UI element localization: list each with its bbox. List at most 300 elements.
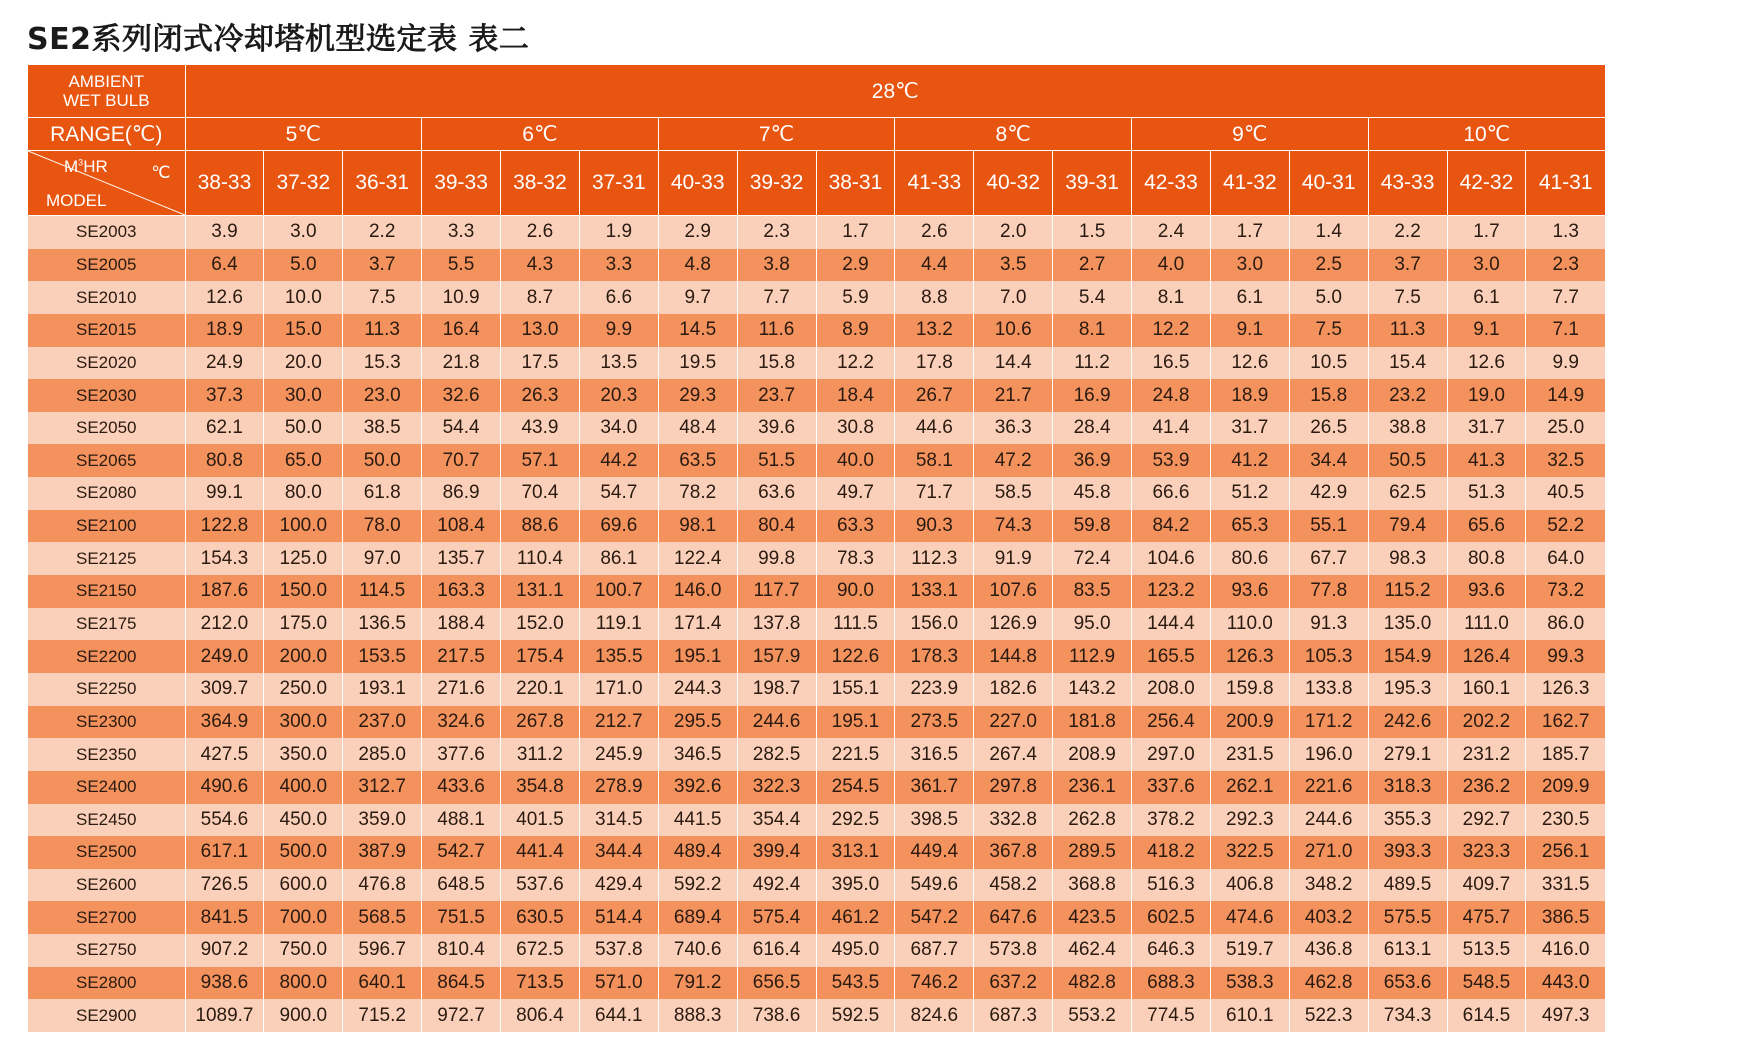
flow-value-cell: 449.4: [895, 836, 974, 869]
model-cell: SE2750: [28, 934, 185, 967]
flow-value-cell: 55.1: [1289, 510, 1368, 543]
page-title: SE2系列闭式冷却塔机型选定表 表二: [27, 22, 530, 57]
flow-value-cell: 653.6: [1368, 967, 1447, 1000]
flow-value-cell: 20.3: [579, 379, 658, 412]
table-row: [28, 869, 1605, 902]
flow-value-cell: 6.1: [1210, 281, 1289, 314]
flow-value-cell: 392.6: [658, 771, 737, 804]
flow-value-cell: 137.8: [737, 608, 816, 641]
flow-value-cell: 3.0: [1210, 249, 1289, 282]
flow-value-cell: 516.3: [1132, 869, 1211, 902]
flow-value-cell: 537.8: [579, 934, 658, 967]
flow-value-cell: 324.6: [422, 706, 501, 739]
flow-value-cell: 409.7: [1447, 869, 1526, 902]
flow-value-cell: 774.5: [1132, 999, 1211, 1032]
flow-value-cell: 105.3: [1289, 640, 1368, 673]
table-row: [28, 804, 1605, 837]
flow-value-cell: 4.4: [895, 249, 974, 282]
condition-header-cell: 36-31: [343, 151, 422, 216]
flow-value-cell: 63.5: [658, 444, 737, 477]
flow-value-cell: 171.4: [658, 608, 737, 641]
flow-value-cell: 50.0: [264, 412, 343, 445]
flow-value-cell: 122.6: [816, 640, 895, 673]
flow-value-cell: 474.6: [1210, 901, 1289, 934]
table-header: [28, 65, 1605, 216]
flow-value-cell: 610.1: [1210, 999, 1289, 1032]
flow-value-cell: 312.7: [343, 771, 422, 804]
flow-value-cell: 332.8: [974, 804, 1053, 837]
flow-value-cell: 223.9: [895, 673, 974, 706]
condition-header-cell: 40-33: [658, 151, 737, 216]
flow-value-cell: 31.7: [1210, 412, 1289, 445]
flow-value-cell: 9.9: [1526, 347, 1605, 380]
flow-value-cell: 26.3: [501, 379, 580, 412]
flow-value-cell: 9.1: [1447, 314, 1526, 347]
model-cell: SE2800: [28, 967, 185, 1000]
flow-value-cell: 436.8: [1289, 934, 1368, 967]
flow-value-cell: 245.9: [579, 738, 658, 771]
flow-value-cell: 592.5: [816, 999, 895, 1032]
corner-header-cell: [28, 151, 185, 216]
flow-value-cell: 200.9: [1210, 706, 1289, 739]
flow-value-cell: 2.5: [1289, 249, 1368, 282]
flow-value-cell: 616.4: [737, 934, 816, 967]
flow-value-cell: 462.8: [1289, 967, 1368, 1000]
flow-value-cell: 175.0: [264, 608, 343, 641]
flow-value-cell: 346.5: [658, 738, 737, 771]
flow-value-cell: 514.4: [579, 901, 658, 934]
flow-value-cell: 98.3: [1368, 542, 1447, 575]
model-cell: SE2700: [28, 901, 185, 934]
flow-value-cell: 18.4: [816, 379, 895, 412]
model-cell: SE2250: [28, 673, 185, 706]
flow-value-cell: 117.7: [737, 575, 816, 608]
flow-value-cell: 62.1: [185, 412, 264, 445]
flow-value-cell: 91.3: [1289, 608, 1368, 641]
flow-value-cell: 49.7: [816, 477, 895, 510]
flow-value-cell: 74.3: [974, 510, 1053, 543]
flow-value-cell: 416.0: [1526, 934, 1605, 967]
flow-value-cell: 144.4: [1132, 608, 1211, 641]
flow-value-cell: 165.5: [1132, 640, 1211, 673]
condition-header-cell: 37-31: [579, 151, 658, 216]
flow-value-cell: 18.9: [185, 314, 264, 347]
flow-value-cell: 2.6: [501, 216, 580, 249]
flow-value-cell: 88.6: [501, 510, 580, 543]
flow-value-cell: 111.0: [1447, 608, 1526, 641]
table-row: [28, 249, 1605, 282]
flow-value-cell: 78.3: [816, 542, 895, 575]
flow-value-cell: 244.6: [1289, 804, 1368, 837]
flow-value-cell: 16.9: [1053, 379, 1132, 412]
flow-value-cell: 150.0: [264, 575, 343, 608]
model-cell: SE2350: [28, 738, 185, 771]
flow-value-cell: 98.1: [658, 510, 737, 543]
flow-value-cell: 2.0: [974, 216, 1053, 249]
model-cell: SE2600: [28, 869, 185, 902]
flow-value-cell: 30.8: [816, 412, 895, 445]
flow-value-cell: 600.0: [264, 869, 343, 902]
flow-value-cell: 181.8: [1053, 706, 1132, 739]
flow-value-cell: 3.9: [185, 216, 264, 249]
model-cell: SE2125: [28, 542, 185, 575]
flow-value-cell: 522.3: [1289, 999, 1368, 1032]
flow-value-cell: 44.6: [895, 412, 974, 445]
flow-value-cell: 54.4: [422, 412, 501, 445]
flow-value-cell: 7.0: [974, 281, 1053, 314]
flow-value-cell: 700.0: [264, 901, 343, 934]
flow-value-cell: 630.5: [501, 901, 580, 934]
flow-value-cell: 907.2: [185, 934, 264, 967]
flow-value-cell: 256.4: [1132, 706, 1211, 739]
flow-value-cell: 337.6: [1132, 771, 1211, 804]
flow-value-cell: 78.0: [343, 510, 422, 543]
flow-value-cell: 271.6: [422, 673, 501, 706]
flow-value-cell: 18.9: [1210, 379, 1289, 412]
ambient-label-line-1: AMBIENT: [68, 72, 145, 91]
flow-value-cell: 53.9: [1132, 444, 1211, 477]
flow-value-cell: 475.7: [1447, 901, 1526, 934]
flow-value-cell: 2.6: [895, 216, 974, 249]
flow-value-cell: 364.9: [185, 706, 264, 739]
flow-value-cell: 236.2: [1447, 771, 1526, 804]
flow-value-cell: 617.1: [185, 836, 264, 869]
flow-value-cell: 154.3: [185, 542, 264, 575]
flow-value-cell: 40.0: [816, 444, 895, 477]
flow-value-cell: 331.5: [1526, 869, 1605, 902]
flow-value-cell: 292.5: [816, 804, 895, 837]
model-cell: SE2500: [28, 836, 185, 869]
model-cell: SE2065: [28, 444, 185, 477]
flow-value-cell: 806.4: [501, 999, 580, 1032]
model-cell: SE2450: [28, 804, 185, 837]
flow-value-cell: 938.6: [185, 967, 264, 1000]
flow-value-cell: 23.0: [343, 379, 422, 412]
flow-value-cell: 423.5: [1053, 901, 1132, 934]
flow-value-cell: 387.9: [343, 836, 422, 869]
flow-value-cell: 104.6: [1132, 542, 1211, 575]
flow-value-cell: 19.5: [658, 347, 737, 380]
flow-value-cell: 367.8: [974, 836, 1053, 869]
flow-value-cell: 30.0: [264, 379, 343, 412]
condition-header-cell: 39-31: [1053, 151, 1132, 216]
model-cell: SE2005: [28, 249, 185, 282]
flow-value-cell: 3.3: [422, 216, 501, 249]
flow-value-cell: 14.4: [974, 347, 1053, 380]
flow-value-cell: 11.6: [737, 314, 816, 347]
flow-value-cell: 361.7: [895, 771, 974, 804]
flow-value-cell: 5.0: [264, 249, 343, 282]
flow-value-cell: 111.5: [816, 608, 895, 641]
flow-value-cell: 9.1: [1210, 314, 1289, 347]
flow-value-cell: 548.5: [1447, 967, 1526, 1000]
flow-value-cell: 3.8: [737, 249, 816, 282]
flow-value-cell: 542.7: [422, 836, 501, 869]
flow-value-cell: 208.9: [1053, 738, 1132, 771]
flow-value-cell: 58.1: [895, 444, 974, 477]
flow-value-cell: 5.5: [422, 249, 501, 282]
flow-value-cell: 86.0: [1526, 608, 1605, 641]
flow-value-cell: 110.0: [1210, 608, 1289, 641]
table-row: [28, 901, 1605, 934]
flow-value-cell: 292.7: [1447, 804, 1526, 837]
flow-value-cell: 80.8: [185, 444, 264, 477]
flow-value-cell: 537.6: [501, 869, 580, 902]
flow-value-cell: 441.5: [658, 804, 737, 837]
flow-value-cell: 900.0: [264, 999, 343, 1032]
flow-value-cell: 93.6: [1210, 575, 1289, 608]
flow-value-cell: 34.0: [579, 412, 658, 445]
flow-value-cell: 38.5: [343, 412, 422, 445]
flow-value-cell: 86.9: [422, 477, 501, 510]
flow-value-cell: 458.2: [974, 869, 1053, 902]
flow-value-cell: 11.3: [343, 314, 422, 347]
flow-value-cell: 108.4: [422, 510, 501, 543]
flow-value-cell: 71.7: [895, 477, 974, 510]
flow-value-cell: 427.5: [185, 738, 264, 771]
flow-value-cell: 672.5: [501, 934, 580, 967]
flow-value-cell: 79.4: [1368, 510, 1447, 543]
flow-value-cell: 279.1: [1368, 738, 1447, 771]
flow-value-cell: 482.8: [1053, 967, 1132, 1000]
flow-value-cell: 51.3: [1447, 477, 1526, 510]
model-cell: SE2400: [28, 771, 185, 804]
flow-value-cell: 8.7: [501, 281, 580, 314]
flow-value-cell: 316.5: [895, 738, 974, 771]
ambient-wet-bulb-value: 28℃: [185, 65, 1605, 118]
flow-value-cell: 398.5: [895, 804, 974, 837]
flow-value-cell: 254.5: [816, 771, 895, 804]
flow-value-cell: 297.0: [1132, 738, 1211, 771]
flow-value-cell: 5.4: [1053, 281, 1132, 314]
flow-value-cell: 285.0: [343, 738, 422, 771]
flow-value-cell: 401.5: [501, 804, 580, 837]
flow-value-cell: 10.9: [422, 281, 501, 314]
flow-value-cell: 488.1: [422, 804, 501, 837]
model-cell: SE2050: [28, 412, 185, 445]
flow-value-cell: 209.9: [1526, 771, 1605, 804]
flow-value-cell: 4.0: [1132, 249, 1211, 282]
flow-value-cell: 32.5: [1526, 444, 1605, 477]
flow-value-cell: 13.2: [895, 314, 974, 347]
flow-value-cell: 63.6: [737, 477, 816, 510]
flow-value-cell: 67.7: [1289, 542, 1368, 575]
flow-value-cell: 90.0: [816, 575, 895, 608]
flow-value-cell: 3.3: [579, 249, 658, 282]
flow-value-cell: 17.8: [895, 347, 974, 380]
condition-header-cell: 40-32: [974, 151, 1053, 216]
flow-value-cell: 8.1: [1053, 314, 1132, 347]
flow-value-cell: 80.6: [1210, 542, 1289, 575]
condition-header-cell: 41-31: [1526, 151, 1605, 216]
table-row: [28, 379, 1605, 412]
flow-value-cell: 553.2: [1053, 999, 1132, 1032]
flow-value-cell: 386.5: [1526, 901, 1605, 934]
flow-value-cell: 24.8: [1132, 379, 1211, 412]
flow-value-cell: 236.1: [1053, 771, 1132, 804]
flow-value-cell: 1.4: [1289, 216, 1368, 249]
flow-value-cell: 441.4: [501, 836, 580, 869]
condition-header-cell: 38-33: [185, 151, 264, 216]
flow-value-cell: 65.0: [264, 444, 343, 477]
flow-value-cell: 687.3: [974, 999, 1053, 1032]
flow-value-cell: 14.5: [658, 314, 737, 347]
flow-value-cell: 65.6: [1447, 510, 1526, 543]
flow-value-cell: 740.6: [658, 934, 737, 967]
flow-value-cell: 20.0: [264, 347, 343, 380]
flow-value-cell: 90.3: [895, 510, 974, 543]
flow-value-cell: 476.8: [343, 869, 422, 902]
flow-value-cell: 7.7: [737, 281, 816, 314]
flow-value-cell: 65.3: [1210, 510, 1289, 543]
condition-header-cell: 41-33: [895, 151, 974, 216]
flow-value-cell: 70.7: [422, 444, 501, 477]
flow-value-cell: 195.1: [816, 706, 895, 739]
flow-value-cell: 1.7: [1210, 216, 1289, 249]
flow-value-cell: 1.3: [1526, 216, 1605, 249]
flow-value-cell: 15.0: [264, 314, 343, 347]
flow-value-cell: 154.9: [1368, 640, 1447, 673]
flow-value-cell: 159.8: [1210, 673, 1289, 706]
flow-value-cell: 715.2: [343, 999, 422, 1032]
flow-value-cell: 48.4: [658, 412, 737, 445]
flow-value-cell: 271.0: [1289, 836, 1368, 869]
model-cell: SE2100: [28, 510, 185, 543]
flow-value-cell: 888.3: [658, 999, 737, 1032]
flow-value-cell: 7.5: [1368, 281, 1447, 314]
flow-value-cell: 202.2: [1447, 706, 1526, 739]
flow-value-cell: 23.2: [1368, 379, 1447, 412]
flow-value-cell: 2.3: [1526, 249, 1605, 282]
table-row: [28, 771, 1605, 804]
flow-value-cell: 21.8: [422, 347, 501, 380]
model-cell: SE2900: [28, 999, 185, 1032]
flow-value-cell: 123.2: [1132, 575, 1211, 608]
condition-header-cell: 42-32: [1447, 151, 1526, 216]
flow-value-cell: 309.7: [185, 673, 264, 706]
flow-value-cell: 462.4: [1053, 934, 1132, 967]
flow-value-cell: 230.5: [1526, 804, 1605, 837]
flow-value-cell: 311.2: [501, 738, 580, 771]
flow-value-cell: 490.6: [185, 771, 264, 804]
flow-value-cell: 185.7: [1526, 738, 1605, 771]
flow-value-cell: 738.6: [737, 999, 816, 1032]
flow-value-cell: 323.3: [1447, 836, 1526, 869]
condition-header-cell: 42-33: [1132, 151, 1211, 216]
flow-value-cell: 146.0: [658, 575, 737, 608]
flow-value-cell: 647.6: [974, 901, 1053, 934]
flow-value-cell: 713.5: [501, 967, 580, 1000]
flow-value-cell: 126.9: [974, 608, 1053, 641]
flow-value-cell: 10.6: [974, 314, 1053, 347]
flow-value-cell: 602.5: [1132, 901, 1211, 934]
flow-value-cell: 800.0: [264, 967, 343, 1000]
flow-value-cell: 51.2: [1210, 477, 1289, 510]
flow-value-cell: 19.0: [1447, 379, 1526, 412]
table-row: [28, 477, 1605, 510]
flow-value-cell: 12.2: [816, 347, 895, 380]
ambient-row: [28, 65, 1605, 118]
flow-value-cell: 746.2: [895, 967, 974, 1000]
flow-value-cell: 15.8: [1289, 379, 1368, 412]
flow-value-cell: 3.0: [264, 216, 343, 249]
flow-value-cell: 99.1: [185, 477, 264, 510]
flow-value-cell: 15.4: [1368, 347, 1447, 380]
flow-value-cell: 2.7: [1053, 249, 1132, 282]
flow-value-cell: 100.0: [264, 510, 343, 543]
flow-value-cell: 41.2: [1210, 444, 1289, 477]
flow-value-cell: 42.9: [1289, 477, 1368, 510]
flow-value-cell: 182.6: [974, 673, 1053, 706]
condition-header-cell: 39-32: [737, 151, 816, 216]
flow-value-cell: 77.8: [1289, 575, 1368, 608]
range-header-cell: 7℃: [658, 118, 895, 151]
model-cell: SE2015: [28, 314, 185, 347]
flow-value-cell: 133.1: [895, 575, 974, 608]
flow-value-cell: 318.3: [1368, 771, 1447, 804]
flow-value-cell: 549.6: [895, 869, 974, 902]
flow-value-cell: 492.4: [737, 869, 816, 902]
flow-value-cell: 10.0: [264, 281, 343, 314]
flow-value-cell: 41.3: [1447, 444, 1526, 477]
flow-value-cell: 359.0: [343, 804, 422, 837]
flow-value-cell: 4.8: [658, 249, 737, 282]
flow-value-cell: 200.0: [264, 640, 343, 673]
condition-header-cell: 43-33: [1368, 151, 1447, 216]
flow-value-cell: 153.5: [343, 640, 422, 673]
table-row: [28, 673, 1605, 706]
flow-value-cell: 495.0: [816, 934, 895, 967]
flow-value-cell: 297.8: [974, 771, 1053, 804]
flow-value-cell: 273.5: [895, 706, 974, 739]
flow-value-cell: 864.5: [422, 967, 501, 1000]
flow-value-cell: 99.3: [1526, 640, 1605, 673]
flow-value-cell: 7.7: [1526, 281, 1605, 314]
selection-table: [28, 65, 1605, 1032]
range-header-cell: 10℃: [1368, 118, 1605, 151]
range-header-cell: 8℃: [895, 118, 1132, 151]
flow-value-cell: 568.5: [343, 901, 422, 934]
flow-value-cell: 14.9: [1526, 379, 1605, 412]
flow-value-cell: 519.7: [1210, 934, 1289, 967]
flow-value-cell: 78.2: [658, 477, 737, 510]
flow-value-cell: 644.1: [579, 999, 658, 1032]
flow-value-cell: 63.3: [816, 510, 895, 543]
model-label: MODEL: [46, 191, 107, 210]
flow-value-cell: 395.0: [816, 869, 895, 902]
flow-value-cell: 12.6: [1210, 347, 1289, 380]
flow-value-cell: 195.3: [1368, 673, 1447, 706]
flow-value-cell: 400.0: [264, 771, 343, 804]
table-row: [28, 444, 1605, 477]
model-cell: SE2080: [28, 477, 185, 510]
flow-value-cell: 497.3: [1526, 999, 1605, 1032]
flow-value-cell: 62.5: [1368, 477, 1447, 510]
flow-value-cell: 972.7: [422, 999, 501, 1032]
flow-value-cell: 543.5: [816, 967, 895, 1000]
table-row: [28, 706, 1605, 739]
flow-value-cell: 112.9: [1053, 640, 1132, 673]
flow-value-cell: 16.4: [422, 314, 501, 347]
flow-value-cell: 2.4: [1132, 216, 1211, 249]
flow-value-cell: 7.5: [1289, 314, 1368, 347]
condition-header-cell: 38-32: [501, 151, 580, 216]
flow-value-cell: 21.7: [974, 379, 1053, 412]
flow-value-cell: 256.1: [1526, 836, 1605, 869]
flow-value-cell: 354.4: [737, 804, 816, 837]
flow-value-cell: 50.0: [343, 444, 422, 477]
condition-header-cell: 40-31: [1289, 151, 1368, 216]
